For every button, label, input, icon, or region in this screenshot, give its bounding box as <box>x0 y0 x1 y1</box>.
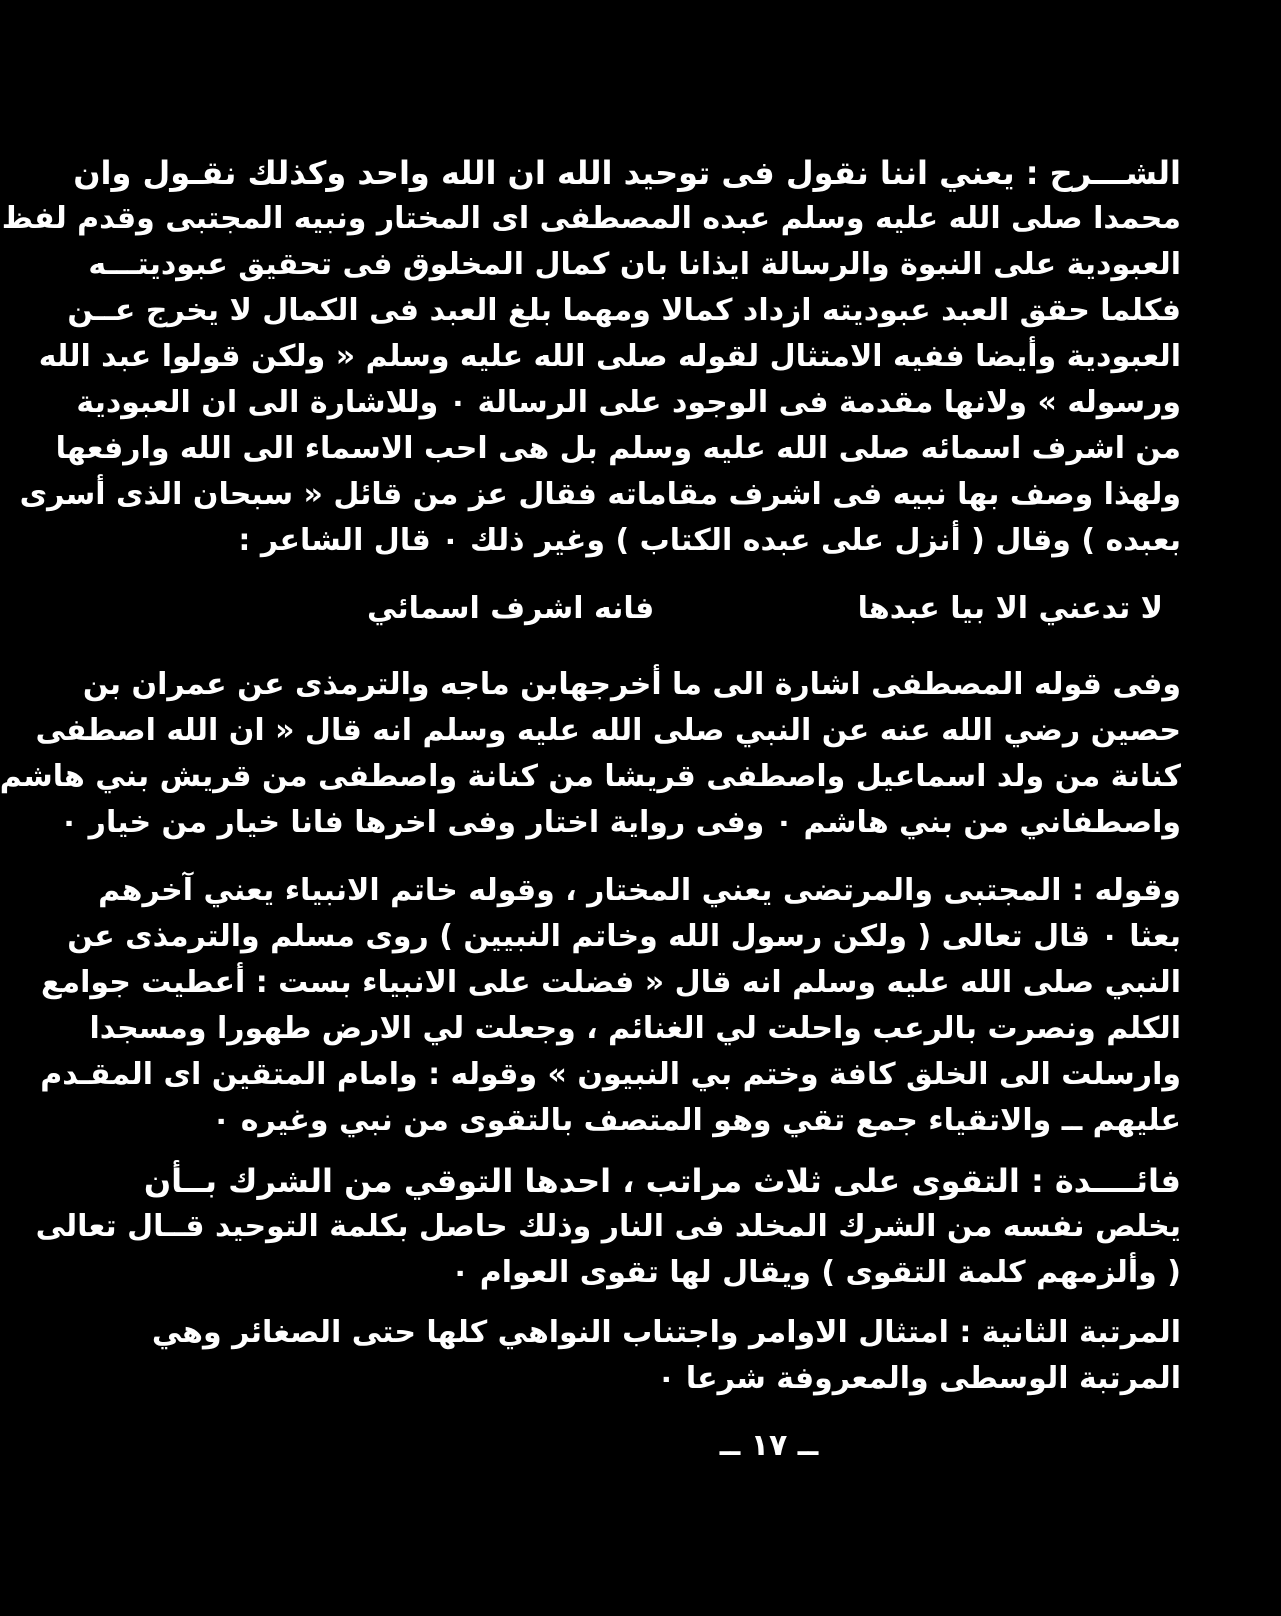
book-page <box>0 150 1181 1402</box>
paragraph-second-rank <box>151 1310 1181 1402</box>
text-line: وفى قوله المصطفى اشارة الى ما أخرجهابن ماجه والترمذى عن عمران بن <box>82 667 1181 702</box>
paragraph-khatam-al-anbiya <box>40 868 1181 1144</box>
text-line: الشـــرح : يعني اننا نقول فى توحيد الله ان الله واحد وكذلك نقـول وان <box>73 154 1181 192</box>
text-line: العبودية على النبوة والرسالة ايذانا بان كمال المخلوق فى تحقيق عبوديتـــه <box>88 247 1181 282</box>
text-line: ولهذا وصف بها نبيه فى اشرف مقاماته فقال عز من قائل « سبحان الذى أسرى <box>19 477 1181 512</box>
text-line: النبي صلى الله عليه وسلم انه قال « فضلت على الانبياء بست : أعطيت جوامع <box>41 965 1181 1000</box>
text-line: المرتبة الثانية : امتثال الاوامر واجتناب النواهي كلها حتى الصغائر وهي <box>151 1315 1181 1350</box>
text-line: محمدا صلى الله عليه وسلم عبده المصطفى اى المختار ونبيه المجتبى وقدم لفظ <box>1 201 1181 236</box>
text-line: حصين رضي الله عنه عن النبي صلى الله عليه وسلم انه قال « ان الله اصطفى <box>35 713 1181 748</box>
text-line: ورسوله » ولانها مقدمة فى الوجود على الرسالة ٠ وللاشارة الى ان العبودية <box>76 385 1181 420</box>
paragraph-benefit-taqwa <box>35 1158 1181 1296</box>
text-line: من اشرف اسمائه صلى الله عليه وسلم بل هى احب الاسماء الى الله وارفعها <box>55 431 1181 466</box>
text-line: بعبده ) وقال ( أنزل على عبده الكتاب ) وغير ذلك ٠ قال الشاعر : <box>238 523 1181 558</box>
text-line: فكلما حقق العبد عبوديته ازداد كمالا ومهما بلغ العبد فى الكمال لا يخرج عــن <box>67 293 1181 328</box>
text-line: بعثا ٠ قال تعالى ( ولكن رسول الله وخاتم النبيين ) روى مسلم والترمذى عن <box>67 919 1181 954</box>
poem-verse <box>367 586 1163 632</box>
page-number: ــ ١٧ ــ <box>719 1428 819 1463</box>
text-line: كنانة من ولد اسماعيل واصطفى قريشا من كنانة واصطفى من قريش بني هاشم <box>0 759 1181 794</box>
text-line: ( وألزمهم كلمة التقوى ) ويقال لها تقوى العوام ٠ <box>450 1255 1181 1290</box>
text-line: العبودية وأيضا ففيه الامتثال لقوله صلى الله عليه وسلم « ولكن قولوا عبد الله <box>38 339 1181 374</box>
text-line: واصطفاني من بني هاشم ٠ وفى رواية اختار وفى اخرها فانا خيار من خيار ٠ <box>59 805 1181 840</box>
text-line: وقوله : المجتبى والمرتضى يعني المختار ، وقوله خاتم الانبياء يعني آخرهم <box>98 873 1181 908</box>
text-line: فائــــدة : التقوى على ثلاث مراتب ، احدها التوقي من الشرك بــأن <box>143 1162 1181 1200</box>
text-line: عليهم ــ والاتقياء جمع تقي وهو المتصف بالتقوى من نبي وغيره ٠ <box>211 1103 1181 1138</box>
text-line: يخلص نفسه من الشرك المخلد فى النار وذلك حاصل بكلمة التوحيد قــال تعالى <box>35 1209 1181 1244</box>
text-line: وارسلت الى الخلق كافة وختم بي النبيون » وقوله : وامام المتقين اى المقـدم <box>40 1057 1181 1092</box>
verse-second-hemistich: فانه اشرف اسمائي <box>367 591 655 626</box>
text-line: الكلم ونصرت بالرعب واحلت لي الغنائم ، وجعلت لي الارض طهورا ومسجدا <box>89 1011 1181 1046</box>
paragraph-mustafa <box>0 662 1181 846</box>
verse-first-hemistich: لا تدعني الا بيا عبدها <box>857 591 1163 626</box>
paragraph-commentary-opening <box>1 150 1181 564</box>
text-line: المرتبة الوسطى والمعروفة شرعا ٠ <box>657 1361 1181 1396</box>
